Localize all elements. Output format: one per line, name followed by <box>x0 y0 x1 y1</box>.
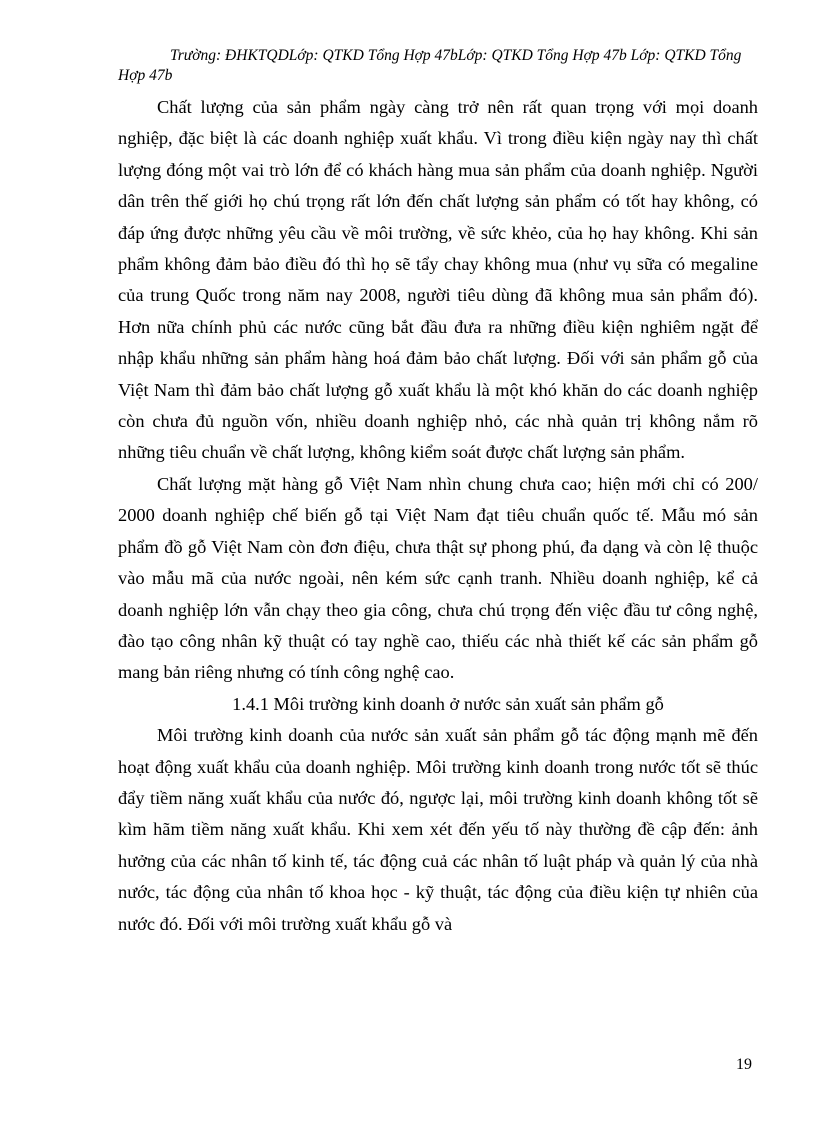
body-text <box>118 92 758 940</box>
page-number: 19 <box>736 1056 752 1073</box>
section-heading: 1.4.1 Môi trường kinh doanh ở nước sản xuất sản phẩm gỗ <box>232 693 664 714</box>
page-header: Trường: ĐHKTQDLớp: QTKD Tổng Hợp 47bLớp: QTKD Tổng Hợp 47b Lớp: QTKD Tổng Hợp 47b <box>118 47 742 84</box>
paragraph-vietnam-wood-quality: Chất lượng mặt hàng gỗ Việt Nam nhìn chung chưa cao; hiện mới chỉ có 200/ 2000 doanh nghiệp chế biến gỗ tại Việt Nam đạt tiêu chuẩn quốc tế. Mẫu mó sản phẩm đồ gỗ Việt Nam còn đơn điệu, chưa thật sự phong phú, đa dạng và còn lệ thuộc vào mẫu mã của nước ngoài, nên kém sức cạnh tranh. Nhiều doanh nghiệp, kể cả doanh nghiệp lớn vẫn chạy theo gia công, chưa chú trọng đến việc đầu tư công nghệ, đào tạo công nhân kỹ thuật có tay nghề cao, thiếu các nhà thiết kế các sản phẩm gỗ mang bản riêng nhưng có tính công nghệ cao. <box>118 473 758 683</box>
paragraph-product-quality: Chất lượng của sản phẩm ngày càng trở nên rất quan trọng với mọi doanh nghiệp, đặc biệt là các doanh nghiệp xuất khẩu. Vì trong điều kiện ngày nay thì chất lượng đóng một vai trò lớn để có khách hàng mua sản phẩm của doanh nghiệp. Người dân trên thế giới họ chú trọng rất lớn đến chất lượng sản phẩm có tốt hay không, có đáp ứng được những yêu cầu về môi trường, về sức khẻo, của họ hay không. Khi sản phẩm không đảm bảo điều đó thì họ sẽ tẩy chay không mua (như vụ sữa có megaline của trung Quốc trong năm nay 2008, người tiêu dùng đã không mua sản phẩm đó). Hơn nữa chính phủ các nước cũng bắt đầu đưa ra những điều kiện nghiêm ngặt để nhập khẩu những sản phẩm hàng hoá đảm bảo chất lượng. Đối với sản phẩm gỗ của Việt Nam thì đảm bảo chất lượng gỗ xuất khẩu là một khó khăn do các doanh nghiệp còn chưa đủ nguồn vốn, nhiều doanh nghiệp nhỏ, các nhà quản trị không nắm rõ những tiêu chuẩn về chất lượng, không kiểm soát được chất lượng sản phẩm. <box>118 97 758 463</box>
paragraph-business-environment: Môi trường kinh doanh của nước sản xuất sản phẩm gỗ tác động mạnh mẽ đến hoạt động xuất khẩu của doanh nghiệp. Môi trường kinh doanh trong nước tốt sẽ thúc đẩy tiềm năng xuất khẩu của nước đó, ngược lại, môi trường kinh doanh không tốt sẽ kìm hãm tiềm năng xuất khẩu. Khi xem xét đến yếu tố này thường đề cập đến: ảnh hưởng của các nhân tố kinh tế, tác động cuả các nhân tố luật pháp và quản lý của nhà nước, tác động của nhân tố khoa học - kỹ thuật, tác động của điều kiện tự nhiên của nước đó. Đối với môi trường xuất khẩu gỗ và <box>118 725 758 934</box>
